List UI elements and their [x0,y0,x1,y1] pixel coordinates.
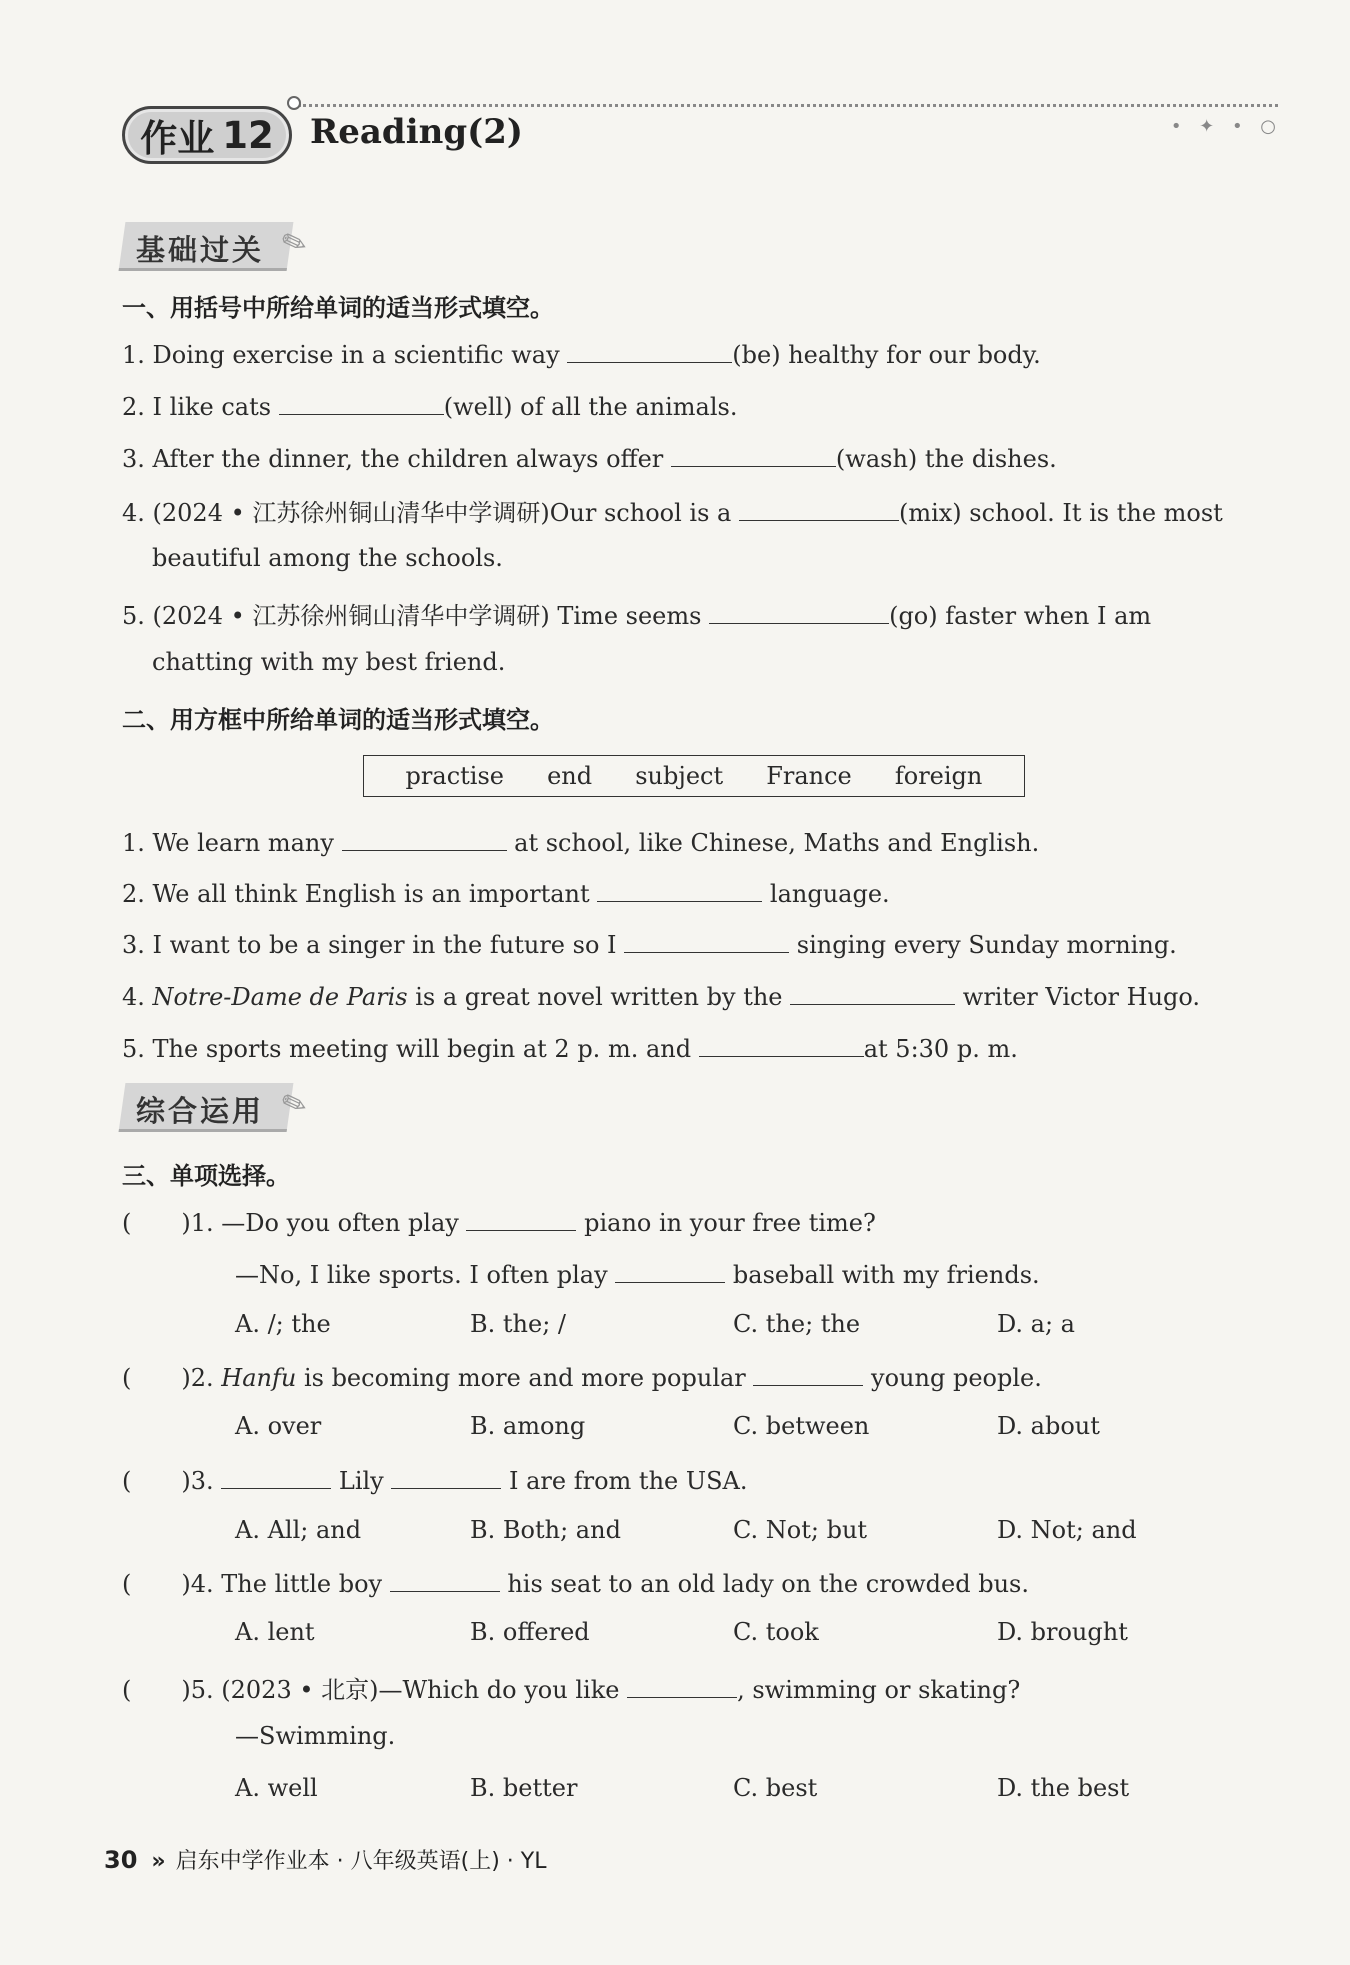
part3-question-5-reply: —Swimming. [235,1722,396,1750]
option-b[interactable]: B. the; / [470,1310,566,1338]
option-c[interactable]: C. Not; but [733,1516,868,1544]
page-footer [104,1844,546,1875]
part2-question-2: 2. We all think English is an important language. [122,877,890,908]
part3-question-1-reply: —No, I like sports. I often play baseball with my friends. [235,1258,1040,1289]
page-number: 30 [104,1846,138,1874]
option-c[interactable]: C. the; the [733,1310,861,1338]
section-banner-basic [122,222,322,274]
part1-question-3: 3. After the dinner, the children always offer (wash) the dishes. [122,442,1057,473]
answer-blank[interactable] [390,1567,500,1592]
word-item: practise [405,762,504,790]
answer-blank[interactable] [753,1361,863,1386]
option-d[interactable]: D. about [997,1412,1100,1440]
answer-blank[interactable] [624,928,789,953]
part3-question-5: ( )5. (2023 • 北京)—Which do you like , swimming or skating? [122,1670,1020,1705]
answer-blank[interactable] [466,1206,576,1231]
part3-question-4: ( )4. The little boy his seat to an old lady on the crowded bus. [122,1567,1029,1598]
part3-question-1: ( )1. —Do you often play piano in your free time? [122,1206,876,1237]
option-d[interactable]: D. a; a [997,1310,1075,1338]
answer-paren-blank[interactable] [131,1362,181,1386]
word-item: France [766,762,852,790]
assignment-badge [122,106,292,164]
option-c[interactable]: C. best [733,1774,818,1802]
answer-blank[interactable] [627,1673,737,1698]
option-c[interactable]: C. took [733,1618,819,1646]
option-d[interactable]: D. the best [997,1774,1130,1802]
part1-question-5: 5. (2024 • 江苏徐州铜山清华中学调研) Time seems (go) faster when I am [122,596,1151,631]
option-d[interactable]: D. brought [997,1618,1128,1646]
part1-question-5-cont: chatting with my best friend. [152,648,506,676]
sparkle-icon: • ✦ • ○ [1170,116,1282,137]
part1-question-1: 1. Doing exercise in a scientific way (be) healthy for our body. [122,338,1041,369]
answer-blank[interactable] [221,1464,331,1489]
option-a[interactable]: A. lent [235,1618,315,1646]
page-title: Reading(2) [310,112,523,152]
part3-question-3: ( )3. Lily I are from the USA. [122,1464,747,1495]
sparkle-pen-icon: ✎ [276,1083,313,1126]
header-knob-icon [287,96,301,110]
answer-paren-blank[interactable] [131,1674,181,1698]
answer-blank[interactable] [699,1032,864,1057]
option-a[interactable]: A. over [235,1412,322,1440]
part1-heading: 一、用括号中所给单词的适当形式填空。 [122,294,554,322]
word-box [363,755,1025,797]
answer-blank[interactable] [597,877,762,902]
option-a[interactable]: A. well [235,1774,318,1802]
part1-question-2: 2. I like cats (well) of all the animals. [122,390,737,421]
option-b[interactable]: B. Both; and [470,1516,621,1544]
part2-question-4: 4. Notre-Dame de Paris is a great novel written by the writer Victor Hugo. [122,980,1200,1011]
answer-blank[interactable] [391,1464,501,1489]
answer-paren-blank[interactable] [131,1465,181,1489]
option-a[interactable]: A. /; the [235,1310,331,1338]
answer-paren-blank[interactable] [131,1207,181,1231]
answer-blank[interactable] [709,599,889,624]
part1-question-4: 4. (2024 • 江苏徐州铜山清华中学调研)Our school is a (mix) school. It is the most [122,493,1223,528]
answer-blank[interactable] [671,442,836,467]
answer-blank[interactable] [567,338,732,363]
header-dotted-line [298,104,1278,109]
part1-question-4-cont: beautiful among the schools. [152,544,503,572]
answer-paren-blank[interactable] [131,1568,181,1592]
word-item: subject [635,762,724,790]
answer-blank[interactable] [342,826,507,851]
option-d[interactable]: D. Not; and [997,1516,1137,1544]
book-title: 启东中学作业本 · 八年级英语(上) · YL [175,1849,547,1874]
answer-blank[interactable] [615,1258,725,1283]
page-header [122,100,1282,170]
banner-label: 综合运用 [136,1094,265,1128]
part2-heading: 二、用方框中所给单词的适当形式填空。 [122,706,554,734]
part3-question-2: ( )2. Hanfu is becoming more and more popular young people. [122,1361,1042,1392]
badge-number: 12 [222,113,274,157]
option-b[interactable]: B. offered [470,1618,590,1646]
option-b[interactable]: B. among [470,1412,586,1440]
part2-question-1: 1. We learn many at school, like Chinese, Maths and English. [122,826,1039,857]
option-a[interactable]: A. All; and [235,1516,362,1544]
option-b[interactable]: B. better [470,1774,578,1802]
answer-blank[interactable] [279,390,444,415]
chevron-right-icon: » [151,1849,166,1874]
banner-label: 基础过关 [136,233,265,267]
part2-question-3: 3. I want to be a singer in the future so I singing every Sunday morning. [122,928,1177,959]
pencil-icon: ✎ [276,222,313,265]
part2-question-5: 5. The sports meeting will begin at 2 p. m. and at 5:30 p. m. [122,1032,1018,1063]
answer-blank[interactable] [790,980,955,1005]
answer-blank[interactable] [739,496,899,521]
word-item: foreign [894,762,983,790]
option-c[interactable]: C. between [733,1412,870,1440]
word-item: end [547,762,593,790]
badge-text: 作业 [140,117,215,160]
section-banner-comprehensive [122,1083,322,1135]
part3-heading: 三、单项选择。 [122,1162,290,1190]
